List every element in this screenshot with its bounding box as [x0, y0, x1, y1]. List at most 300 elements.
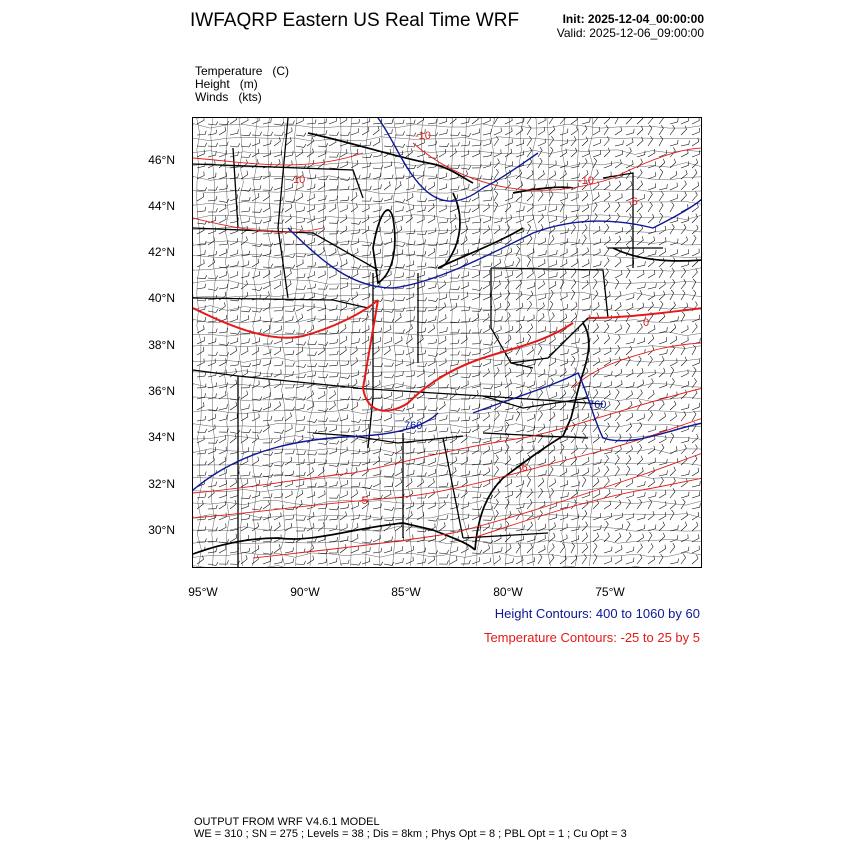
wind-barb [351, 371, 359, 378]
wind-barb [549, 260, 557, 267]
county-line [193, 319, 702, 323]
wind-barb [516, 411, 520, 421]
wind-barb [395, 558, 403, 564]
wind-barb [461, 272, 469, 279]
wind-barb [626, 225, 632, 234]
wind-barb [637, 137, 643, 146]
wind-barb [637, 499, 642, 509]
wind-barb [197, 325, 204, 333]
wind-barb [593, 478, 599, 487]
wind-barb [626, 466, 630, 476]
wind-barb [340, 226, 347, 234]
wind-barb [307, 194, 314, 201]
wind-barb [549, 412, 555, 421]
wind-barb [318, 363, 328, 367]
wind-barb [681, 370, 688, 378]
wind-barb [428, 298, 438, 301]
wind-barb [637, 248, 644, 256]
lat-tick-44: 44°N [148, 199, 175, 213]
wind-barb [406, 502, 413, 509]
wind-barb [692, 225, 698, 234]
wind-barb [483, 385, 493, 389]
wind-barb [582, 224, 587, 234]
wind-barb [461, 429, 471, 433]
wind-barb [615, 533, 621, 542]
field-height: Height (m) [195, 77, 258, 91]
wind-barb [681, 470, 689, 476]
wind-barb [692, 258, 698, 267]
wind-barb [648, 237, 655, 245]
wind-barb [362, 173, 370, 179]
wind-barb [197, 143, 207, 147]
wind-barb [230, 118, 237, 124]
wind-barb [637, 236, 643, 245]
wind-barb [615, 270, 622, 278]
wind-barb [384, 404, 392, 410]
wind-barb [472, 382, 480, 388]
wind-barb [395, 120, 404, 124]
wind-barb [219, 204, 226, 212]
wind-barb [395, 243, 405, 246]
wind-barb [208, 562, 218, 565]
wind-barb [626, 129, 634, 135]
wind-barb [384, 427, 393, 432]
wind-barb [318, 182, 325, 190]
wind-barb [450, 295, 459, 300]
wind-barb [615, 545, 622, 553]
wind-barb [670, 268, 674, 278]
wind-barb [439, 294, 447, 301]
wind-barb [626, 346, 632, 355]
wind-barb [230, 479, 237, 487]
wind-barb [285, 450, 294, 454]
wind-barb [197, 193, 204, 201]
wind-barb [406, 184, 414, 190]
wind-barb [274, 263, 283, 267]
wind-barb [681, 118, 688, 124]
wind-barb [296, 193, 303, 201]
wind-barb [505, 127, 512, 135]
wind-barb [384, 547, 392, 554]
wind-barb [549, 147, 553, 157]
wind-barb [318, 467, 324, 476]
wind-barb [439, 358, 446, 366]
wind-barb [670, 279, 675, 289]
wind-barb [560, 149, 567, 157]
wind-barb [263, 281, 270, 289]
wind-barb [307, 372, 316, 377]
wind-barb [329, 441, 339, 444]
wind-barb [648, 543, 653, 553]
wind-barb [582, 533, 588, 542]
wind-barb [483, 446, 490, 454]
wind-barb [505, 379, 511, 388]
wind-barb [560, 228, 568, 234]
wind-barb [296, 500, 302, 509]
wind-barb [384, 473, 394, 477]
wind-barb [692, 192, 697, 202]
wind-barb [197, 429, 207, 433]
wind-barb [571, 224, 576, 234]
wind-barb [505, 326, 512, 333]
wind-barb [329, 165, 339, 169]
wind-barb [571, 481, 580, 487]
wind-barb [384, 143, 394, 147]
wind-barb [593, 261, 601, 267]
wind-barb [527, 367, 532, 377]
county-line [323, 118, 328, 566]
wind-barb [428, 427, 437, 433]
wind-barb [670, 433, 674, 443]
wind-barb [406, 470, 414, 476]
wind-barb [637, 492, 645, 498]
wind-barb [626, 446, 633, 455]
wind-barb [637, 390, 642, 400]
wind-barb [681, 404, 689, 410]
wind-barb [450, 329, 459, 333]
wind-barb [230, 151, 238, 157]
wind-barb [384, 482, 393, 487]
wind-barb [340, 215, 347, 223]
wind-barb [560, 513, 568, 520]
wind-barb [274, 326, 281, 333]
wind-barb [527, 499, 532, 509]
wind-barb [296, 561, 306, 565]
county-line [547, 118, 552, 566]
wind-barb [615, 513, 622, 520]
county-line [253, 118, 258, 566]
wind-barb [439, 401, 445, 410]
wind-barb [527, 136, 532, 146]
wind-barb [494, 169, 499, 179]
wind-barb [208, 295, 217, 300]
wind-barb [483, 348, 490, 356]
wind-barb [483, 197, 492, 201]
wind-barb [516, 269, 522, 278]
wind-barb [571, 259, 578, 267]
wind-barb [263, 360, 271, 366]
wind-barb [208, 447, 215, 454]
wind-barb [219, 415, 227, 421]
wind-barb [538, 424, 545, 432]
wind-barb [472, 150, 479, 157]
wind-barb [395, 216, 403, 223]
wind-barb [681, 381, 689, 388]
wind-barb [263, 513, 271, 520]
wind-barb [219, 404, 227, 410]
wind-barb [604, 466, 609, 476]
wind-barb [659, 213, 663, 223]
wind-barb [648, 161, 656, 168]
model-config-line: WE = 310 ; SN = 275 ; Levels = 38 ; Dis = 8km ; Phys Opt = 8 ; PBL Opt = 1 ; Cu Opt = 3 [194, 828, 627, 840]
wind-barb [439, 470, 448, 476]
wind-barb [538, 118, 545, 124]
wind-barb [472, 164, 481, 168]
wind-barb [560, 194, 567, 201]
wind-barb [428, 518, 438, 522]
wind-barb [417, 369, 424, 377]
wind-barb [351, 514, 359, 520]
wind-barb [241, 515, 250, 520]
wind-barb [274, 558, 283, 564]
wind-barb [549, 290, 553, 300]
wind-barb [615, 369, 622, 377]
wind-barb [659, 125, 663, 135]
wind-barb [582, 422, 586, 432]
wind-barb [670, 257, 675, 267]
wind-barb [340, 186, 349, 190]
wind-barb [549, 378, 553, 388]
wind-barb [571, 422, 575, 432]
wind-barb [582, 457, 589, 465]
wind-barb [681, 345, 685, 355]
wind-barb [263, 264, 273, 268]
wind-barb [373, 429, 383, 433]
wind-barb [593, 302, 599, 311]
wind-barb [527, 324, 533, 333]
wind-barb [428, 478, 434, 487]
wind-barb [560, 129, 568, 135]
lat-tick-40: 40°N [148, 291, 175, 305]
wind-barb [208, 173, 216, 179]
wind-barb [450, 340, 459, 345]
wind-barb [197, 250, 205, 256]
wind-barb [384, 452, 394, 455]
wind-barb [549, 370, 556, 378]
wind-barb [274, 472, 283, 476]
wind-barb [373, 184, 381, 190]
wind-barb [549, 235, 554, 245]
wind-barb [373, 548, 382, 553]
wind-barb [285, 308, 295, 312]
wind-barb [615, 434, 621, 443]
wind-barb [263, 118, 271, 124]
wind-barb [428, 369, 435, 377]
wind-barb [670, 336, 677, 344]
wind-barb [582, 137, 588, 146]
wind-barb [285, 330, 295, 334]
wind-barb [615, 150, 623, 157]
wind-barb [450, 351, 459, 355]
wind-barb [340, 324, 346, 333]
wind-barb [241, 472, 250, 476]
wind-barb [351, 534, 358, 542]
wind-barb [351, 379, 357, 388]
wind-barb [450, 408, 460, 411]
wind-barb [296, 144, 306, 147]
wind-barb [252, 555, 258, 564]
wind-barb [417, 240, 426, 246]
wind-barb [208, 287, 218, 290]
wind-barb [615, 334, 620, 344]
wind-barb [219, 185, 228, 190]
wind-barb [307, 419, 317, 422]
wind-barb [560, 480, 568, 487]
wind-barb [659, 301, 663, 311]
wind-barb [340, 161, 347, 168]
wind-barb [296, 472, 305, 476]
wind-barb [296, 426, 304, 432]
wind-barb [373, 535, 380, 542]
wind-barb [274, 430, 284, 434]
wind-barb [296, 416, 305, 421]
wind-barb [329, 481, 337, 487]
wind-barb [648, 390, 654, 399]
wind-barb [285, 316, 293, 322]
wind-barb [252, 414, 259, 422]
wind-barb [626, 434, 631, 444]
wind-barb [615, 127, 622, 135]
wind-barb [329, 305, 337, 311]
county-line [267, 118, 271, 566]
wind-barb [208, 143, 218, 147]
temperature-label: -6 [518, 462, 528, 474]
wind-barb [197, 461, 206, 465]
wind-barb [230, 250, 238, 256]
wind-barb [274, 347, 281, 355]
wind-barb [461, 502, 468, 509]
wind-barb [395, 359, 403, 366]
wind-barb [615, 291, 621, 300]
wind-barb [538, 459, 546, 466]
wind-barb [439, 415, 447, 421]
wind-barb [571, 194, 578, 201]
wind-barb [373, 346, 379, 355]
wind-barb [593, 226, 600, 234]
wind-barb [230, 315, 238, 322]
wind-barb [461, 471, 470, 476]
wind-barb [472, 512, 479, 520]
wind-barb [604, 381, 612, 388]
wind-barb [637, 290, 642, 300]
wind-barb [560, 202, 564, 212]
wind-barb [681, 279, 686, 289]
wind-barb [307, 205, 314, 212]
wind-barb [406, 348, 413, 355]
wind-barb [285, 350, 294, 355]
wind-barb [230, 271, 238, 278]
wind-barb [626, 413, 633, 421]
wind-barb [362, 424, 369, 432]
wind-barb [593, 158, 597, 168]
wind-barb [241, 188, 251, 192]
wind-barb [329, 316, 337, 322]
wind-barb [351, 402, 358, 410]
wind-barb [439, 149, 446, 157]
wind-barb [626, 236, 632, 245]
wind-barb [252, 347, 259, 355]
wind-barb [659, 381, 667, 388]
wind-barb [274, 370, 281, 378]
temperature-label: -10 [415, 130, 431, 142]
height-contour-legend: Height Contours: 400 to 1060 by 60 [494, 606, 700, 621]
wind-barb [505, 415, 513, 421]
wind-barb [351, 229, 360, 234]
wind-barb [208, 237, 215, 245]
wind-barb [560, 368, 566, 377]
wind-barb [582, 500, 588, 509]
wind-barb [208, 130, 217, 135]
wind-barb [483, 203, 489, 212]
wind-barb [692, 522, 698, 531]
wind-barb [307, 459, 315, 465]
wind-barb [659, 533, 665, 542]
wind-barb [318, 143, 328, 147]
wind-barb [560, 543, 565, 553]
wind-barb [274, 463, 284, 467]
wind-barb [472, 414, 479, 421]
wind-barb [384, 363, 394, 367]
lat-tick-30: 30°N [148, 523, 175, 537]
wind-barb [318, 451, 328, 455]
wind-barb [637, 414, 644, 421]
wind-barb [428, 248, 435, 256]
wind-barb [626, 532, 631, 542]
wind-barb [461, 118, 469, 124]
wind-barb [692, 503, 700, 509]
wind-barb [626, 160, 633, 168]
wind-barb [351, 292, 358, 300]
wind-barb [439, 118, 447, 124]
wind-barb [483, 517, 493, 521]
wind-barb [417, 382, 425, 388]
wind-barb [527, 147, 532, 157]
wind-barb [329, 525, 337, 531]
wind-barb [274, 208, 284, 212]
wind-barb [384, 252, 393, 257]
wind-barb [659, 470, 668, 476]
wind-barb [329, 185, 338, 190]
county-line [193, 137, 702, 141]
wind-barb [274, 316, 282, 322]
wind-barb [340, 404, 348, 410]
wind-barb [582, 413, 589, 421]
wind-barb [274, 270, 281, 278]
wind-barb [340, 118, 347, 124]
wind-barb [494, 555, 500, 564]
wind-barb [659, 226, 666, 234]
wind-barb [692, 422, 696, 432]
wind-barb [307, 284, 316, 289]
wind-barb [604, 161, 612, 168]
wind-barb [571, 118, 578, 124]
wind-barb [582, 294, 590, 300]
wind-barb [659, 184, 667, 190]
wind-barb [318, 271, 325, 278]
wind-barb [384, 195, 392, 201]
wind-barb [593, 459, 601, 465]
wind-barb [461, 374, 471, 378]
wind-barb [461, 184, 469, 190]
wind-barb [538, 478, 544, 487]
wind-barb [483, 263, 492, 267]
wind-barb [296, 481, 304, 487]
wind-barb [252, 317, 261, 322]
wind-barb [692, 118, 699, 124]
wind-barb [483, 118, 490, 124]
wind-barb [395, 350, 404, 355]
wind-barb [285, 413, 292, 422]
wind-barb [494, 510, 498, 520]
wind-barb [527, 125, 531, 135]
wind-barb [582, 510, 587, 520]
wind-barb [428, 469, 435, 476]
wind-barb [351, 285, 360, 289]
wind-barb [648, 172, 656, 179]
wind-barb [593, 513, 601, 520]
wind-barb [340, 396, 350, 400]
wind-barb [428, 283, 436, 289]
